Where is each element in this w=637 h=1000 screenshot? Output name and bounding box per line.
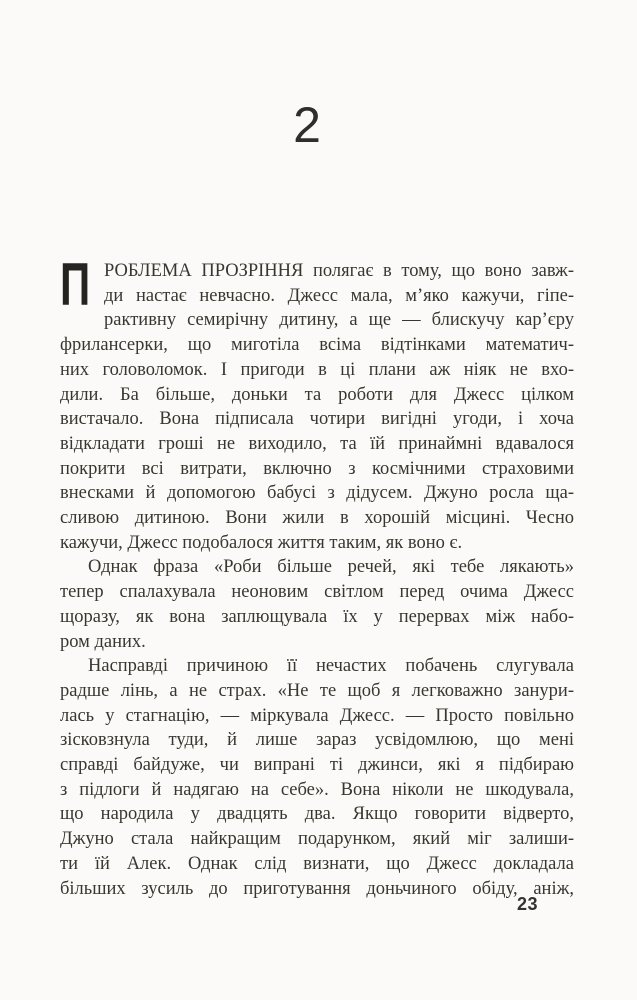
paragraph-3 <box>60 654 574 901</box>
text-line: сливою дитиною. Вони жили в хорошій місцині. Чесно <box>60 508 574 529</box>
text-line: зісковзнула туди, й лише зараз усвідомлюю, що мені <box>60 730 574 751</box>
text-line: з підлоги й надягаю на себе». Вона ніколи не шкодувала, <box>60 779 574 800</box>
text-line: фрилансерки, що миготіла всіма відтінками математич- <box>60 335 574 356</box>
text-line: тепер спалахувала неоновим світлом перед очима Джесс <box>60 582 574 603</box>
text-line: покрити всі витрати, включно з космічними страховими <box>60 458 574 479</box>
text-line: вистачало. Вона підписала чотири вигідні угоди, і хоча <box>60 409 574 430</box>
text-line: ром даних. <box>60 631 146 652</box>
text-line: справді байдуже, чи випрані ті джинси, які я підбираю <box>60 755 574 776</box>
text-line: них головоломок. І пригоди в ці плани аж ніяк не вхо- <box>60 359 574 380</box>
drop-cap <box>60 251 93 318</box>
drop-cap-letter: П <box>60 251 91 318</box>
chapter-number: 2 <box>293 97 321 153</box>
text-line: Однак фраза «Роби більше речей, які тебе лякають» <box>88 557 574 578</box>
text-line: радше лінь, а не страх. «Не те щоб я легковажно занури- <box>60 680 574 701</box>
text-line: що народила у двадцять два. Якщо говорити відверто, <box>60 804 574 825</box>
text-line: щоразу, як вона заплющувала їх у перервах між набо- <box>60 606 574 627</box>
paragraph-2 <box>60 555 574 654</box>
text-line: Насправді причиною її нечастих побачень слугувала <box>88 656 574 677</box>
paragraph-1 <box>60 251 574 555</box>
text-line: кажучи, Джесс подобалося життя таким, як воно є. <box>60 532 463 553</box>
text-line: ти їй Алек. Однак слід визнати, що Джесс докладала <box>60 853 574 874</box>
text-line: рактивну семирічну дитину, а ще — блискучу кар’єру <box>104 310 574 331</box>
text-line: РОБЛЕМА ПРОЗРІННЯ полягає в тому, що воно завж- <box>104 261 574 281</box>
text-line: більших зусиль до приготування доньчиного обіду, аніж, <box>60 878 574 899</box>
text-line: Джуно стала найкращим подарунком, який міг залиши- <box>60 829 574 850</box>
text-line: лась у стагнацію, — міркувала Джесс. — Просто повільно <box>60 705 574 726</box>
text-line: ди настає невчасно. Джесс мала, м’яко кажучи, гіпе- <box>104 285 574 306</box>
page-number: 23 <box>517 894 539 914</box>
text-line: відкладати гроші не виходило, та їй принаймні вдавалося <box>60 433 574 454</box>
text-line: внесками й допомогою бабусі з дідусем. Джуно росла ща- <box>60 483 574 504</box>
text-block <box>60 251 574 901</box>
text-line: дили. Ба більше, доньки та роботи для Джесс цілком <box>60 384 574 405</box>
